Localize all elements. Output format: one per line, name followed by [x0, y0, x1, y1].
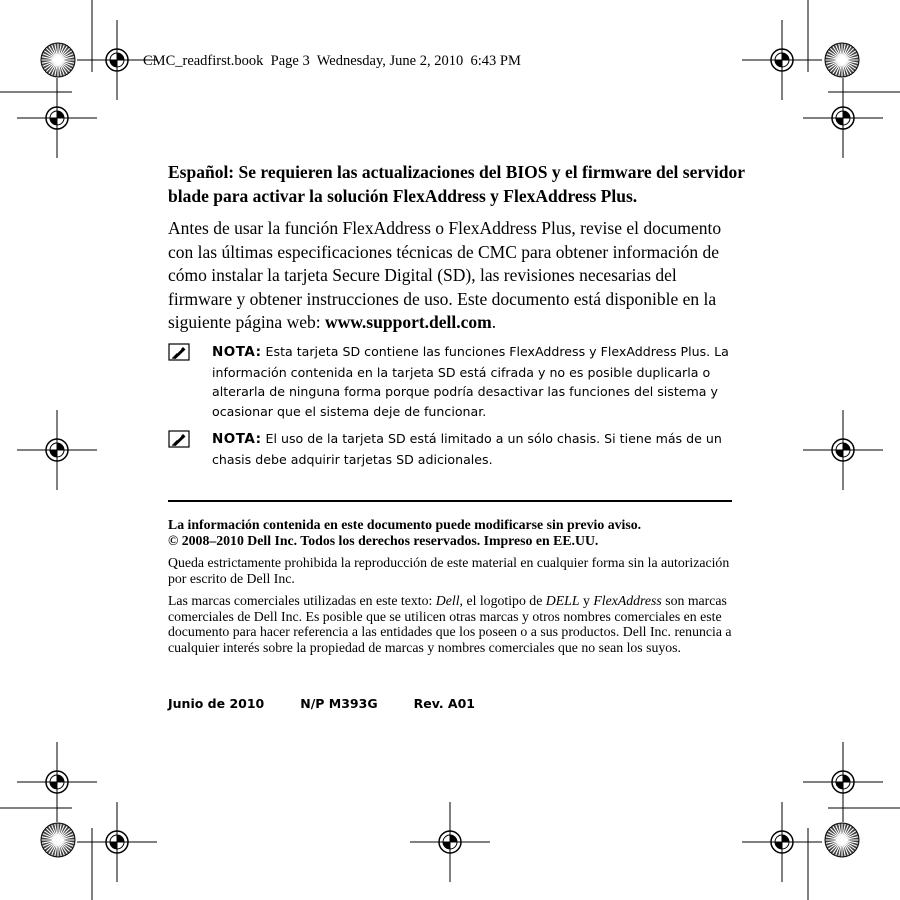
- slug-time: 6:43 PM: [470, 53, 521, 69]
- trademark-flexaddress: FlexAddress: [593, 593, 662, 608]
- star-target-bottom-right: [825, 823, 859, 857]
- registration-mark-left-lower: [17, 742, 97, 822]
- registration-mark-right-middle: [803, 410, 883, 490]
- slug-page: Page 3: [270, 53, 310, 69]
- star-target-top-left: [41, 43, 75, 77]
- legal-notice: La información contenida en este documento puede modificarse sin previo aviso.: [168, 517, 642, 532]
- intro-period: .: [491, 312, 497, 332]
- intro-text: Antes de usar la función FlexAddress o FlexAddress Plus, revise el documento con las últimas especificaciones técnicas de CMC para obtener información de cómo instalar la tarjeta Secure Digital (SD), las revisiones necesarias del firmware y obtener instrucciones de uso. Este documento está disponible en la siguiente página web:: [168, 218, 722, 332]
- pencil-icon: [168, 343, 190, 361]
- intro-paragraph: [168, 217, 742, 335]
- section-divider: [168, 500, 732, 502]
- note-label: NOTA:: [212, 431, 262, 447]
- slug-date: Wednesday, June 2, 2010: [316, 53, 464, 69]
- legal-notice-block: [168, 517, 734, 662]
- trademarks-text: Las marcas comerciales utilizadas en este texto:: [168, 593, 436, 608]
- footer-revision: Rev. A01: [413, 696, 475, 711]
- pencil-icon: [168, 430, 190, 448]
- legal-reproduction: Queda estrictamente prohibida la reproducción de este material en cualquier forma sin la autorización por escrito de Dell Inc.: [168, 555, 730, 586]
- trademarks-text: y: [579, 593, 594, 608]
- star-target-bottom-left: [41, 823, 75, 857]
- note-label: NOTA:: [212, 344, 262, 360]
- registration-mark-bottom-right: [742, 802, 822, 882]
- registration-mark-bottom-left: [77, 802, 157, 882]
- note-sd-card-contents: [168, 342, 738, 421]
- note-sd-card-limit: [168, 429, 738, 469]
- star-target-top-right: [825, 43, 859, 77]
- registration-mark-left-middle: [17, 410, 97, 490]
- registration-mark-left-upper: [17, 78, 97, 158]
- registration-mark-top-right: [742, 20, 822, 100]
- registration-mark-bottom-center: [410, 802, 490, 882]
- document-footer: [168, 696, 511, 711]
- trademarks-text: son marcas comerciales de Dell Inc. Es posible que se utilicen otras marcas y otros nombres comerciales en este documento para hacer referencia a las entidades que los poseen o a sus productos. Dell Inc. renuncia a cualquier interés sobre la propiedad de marcas y nombres comerciales que no sean los suyos.: [168, 593, 732, 655]
- legal-heading: [168, 517, 734, 548]
- footer-date: Junio de 2010: [168, 696, 265, 711]
- footer-part-number: N/P M393G: [300, 696, 378, 711]
- trademark-dell: Dell: [435, 593, 460, 608]
- registration-mark-right-lower: [803, 742, 883, 822]
- registration-mark-right-upper: [803, 78, 883, 158]
- slug-book-name: CMC_readfirst.book: [143, 53, 264, 69]
- page-heading: Español: Se requieren las actualizaciones del BIOS y el firmware del servidor blade para activar la solución FlexAddress y FlexAddress Plus.: [168, 162, 745, 206]
- note-text: Esta tarjeta SD contiene las funciones FlexAddress y FlexAddress Plus. La información contenida en la tarjeta SD está cifrada y no es posible duplicarla o alterarla de ninguna forma porque podría desactivar las funciones del sistema y ocasionar que el sistema deje de funcionar.: [212, 344, 729, 419]
- note-body: [212, 429, 738, 469]
- trademarks-text: , el logotipo de: [459, 593, 546, 608]
- support-url[interactable]: www.support.dell.com: [324, 312, 492, 332]
- legal-trademarks: [168, 593, 734, 655]
- trademark-dell-logo: DELL: [545, 593, 580, 608]
- book-slug-line: [143, 53, 521, 70]
- legal-copyright: © 2008–2010 Dell Inc. Todos los derechos reservados. Impreso en EE.UU.: [168, 532, 599, 548]
- note-body: [212, 342, 738, 421]
- note-text: El uso de la tarjeta SD está limitado a un sólo chasis. Si tiene más de un chasis debe adquirir tarjetas SD adicionales.: [212, 431, 722, 467]
